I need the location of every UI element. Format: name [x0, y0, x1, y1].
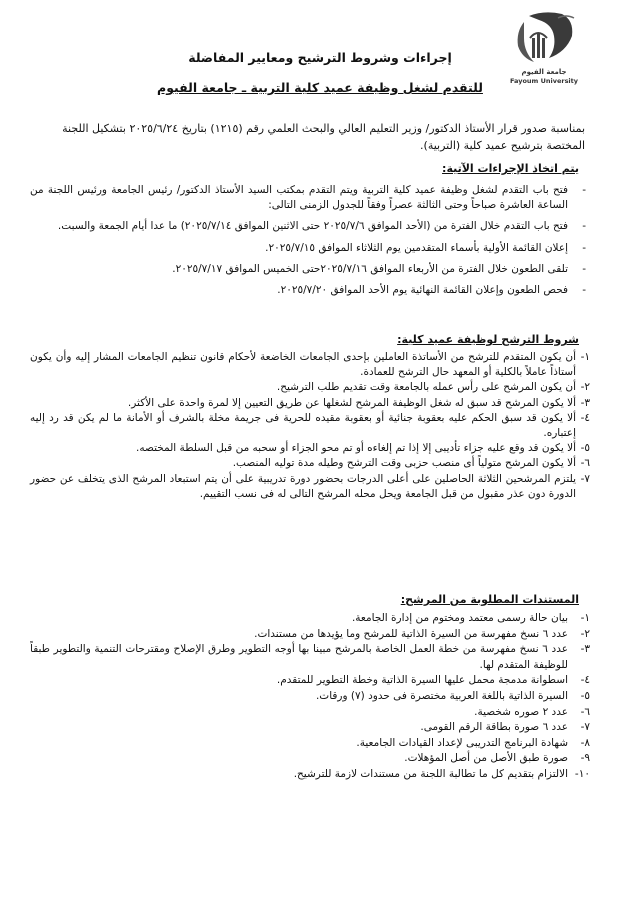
list-item: ٧- عدد ٦ صورة بطاقة الرقم القومى. [420, 721, 590, 734]
list-item: ٣- عدد ٦ نسخ مفهرسة من خطة العمل الخاصة بالمرشح مبينا بها أوجه التطوير وطرق الإصلاح ومقترحات التنمية والتطوير طبقاً للوظيفة المتقدم لها. [30, 643, 590, 671]
list-item: ٥- السيرة الذاتية باللغة العربية مختصرة فى حدود (٧) ورقات. [315, 689, 590, 702]
list-item: ٦- ألا يكون المرشح متولياً أى منصب حزبى وقت الترشح وطيله مدة توليه المنصب. [232, 457, 590, 470]
list-item: ٩- صورة طبق الأصل من أصل المؤهلات. [404, 752, 590, 765]
list-item: - فحص الطعون وإعلان القائمة النهائية يوم الأحد الموافق ٢٠٢٥/٧/٢٠. [30, 283, 590, 298]
logo-emblem-icon [494, 8, 594, 68]
dash-bullet: - [582, 241, 586, 254]
list-item: ٨- شهادة البرنامج التدريبى لإعداد القيادات الجامعية. [356, 736, 590, 749]
list-item: ٢- عدد ٦ نسخ مفهرسة من السيرة الذاتية للمرشح وما يؤيدها من مستندات. [254, 627, 590, 640]
list-item: ٤- اسطوانة مدمجة محمل عليها السيرة الذاتية وخطة التطوير للمتقدم. [276, 674, 590, 687]
list-item: ٥- ألا يكون قد وقع عليه جزاء تأديبى إلا إذا تم إلغاءه أو تم محو الجزاء أو سحبه من قبل السلطة المختصه. [136, 442, 590, 455]
list-item: - إعلان القائمة الأولية بأسماء المتقدمين يوم الثلاثاء الموافق ٢٠٢٥/٧/١٥. [30, 241, 590, 256]
list-item: ١- بيان حالة رسمى معتمد ومختوم من إدارة الجامعة. [351, 612, 590, 624]
procedures-heading: يتم اتخاذ الإجراءات الآتية: [442, 162, 579, 175]
intro-paragraph: بمناسبة صدور قرار الأستاذ الدكتور/ وزير التعليم العالي والبحث العلمي رقم (١٢١٥) بتاريخ ٢٠٢٥/٦/٢٤ بتشكيل اللجنة المختصة بترشيح عميد كلية (التربية). [62, 122, 585, 152]
conditions-heading: شروط الترشح لوظيفة عميد كلية: [397, 333, 579, 346]
logo-arabic-name: جامعة الفيوم [521, 68, 567, 76]
university-logo [494, 8, 594, 84]
list-item: ١٠- الالتزام بتقديم كل ما تطالبة اللجنة من مستندات لازمة للترشيح. [293, 767, 590, 780]
list-item: ٢- أن يكون المرشح على رأس عمله بالجامعة وقت تقديم طلب الترشيح. [276, 381, 590, 394]
list-item: ١- أن يكون المتقدم للترشح من الأساتذة العاملين بإحدى الجامعات الخاضعة لأحكام قانون تنظيم الجامعات المشار إليه وأن يكون أستاذاً عاملاً بالكلية أو المعهد حال الترشح للعمادة. [30, 351, 590, 379]
logo-english-name: Fayoum University [509, 77, 579, 85]
document-subtitle: للتقدم لشغل وظيفة عميد كلية التربية ـ جامعة الفيوم [157, 80, 483, 95]
list-item: ٦- عدد ٢ صوره شخصية. [474, 705, 590, 718]
list-item: ٣- ألا يكون المرشح قد سبق له شغل الوظيفة المرشح لشغلها عن طريق التعيين إلا لمرة واحدة على الأكثر. [127, 396, 590, 409]
list-item: - فتح باب التقدم لشغل وظيفة عميد كلية التربية ويتم التقدم بمكتب السيد الأستاذ الدكتور/ رئيس الجامعة ورئيس اللجنة من الساعة العاشرة صباحاً وحتى الثالثة عصراً وفقاً للجدول الزمنى التالى: [30, 184, 586, 212]
procedures-list [30, 183, 590, 304]
documents-heading: المستندات المطلوبة من المرشح: [400, 593, 579, 606]
dash-bullet: - [582, 184, 586, 196]
list-item: ٤- ألا يكون قد سبق الحكم عليه بعقوبة جنائية أو بعقوبة مقيده للحرية فى جريمة مخلة بالشرف أو الأمانة ما لم يكن قد رد إليه إعتباره. [30, 411, 590, 440]
conditions-list [30, 350, 590, 502]
dash-bullet: - [582, 220, 586, 233]
dash-bullet: - [582, 284, 586, 297]
list-item: - تلقى الطعون خلال الفترة من الأربعاء الموافق ٢٠٢٥/٧/١٦حتى الخميس الموافق ٢٠٢٥/٧/١٧. [30, 262, 590, 277]
dash-bullet: - [582, 262, 586, 275]
document-title: إجراءات وشروط الترشيح ومعايير المفاضلة [188, 50, 452, 65]
list-item: - فتح باب التقدم خلال الفترة من (الأحد الموافق ٢٠٢٥/٧/٦ حتى الاثنين الموافق ٢٠٢٥/٧/١٤) ما عدا أيام الجمعة والسبت. [30, 219, 590, 234]
list-item: ٧- يلتزم المرشحين الثلاثة الحاصلين على أعلى الدرجات بحضور دورة تدريبية على أن يتم استبعاد المرشح الذى يتخلف عن حضور الدورة دون عذر مقبول من قبل الجامعة ويحل محله المرشح التالى له فى نسب التقييم. [30, 472, 590, 500]
documents-list [30, 611, 590, 783]
